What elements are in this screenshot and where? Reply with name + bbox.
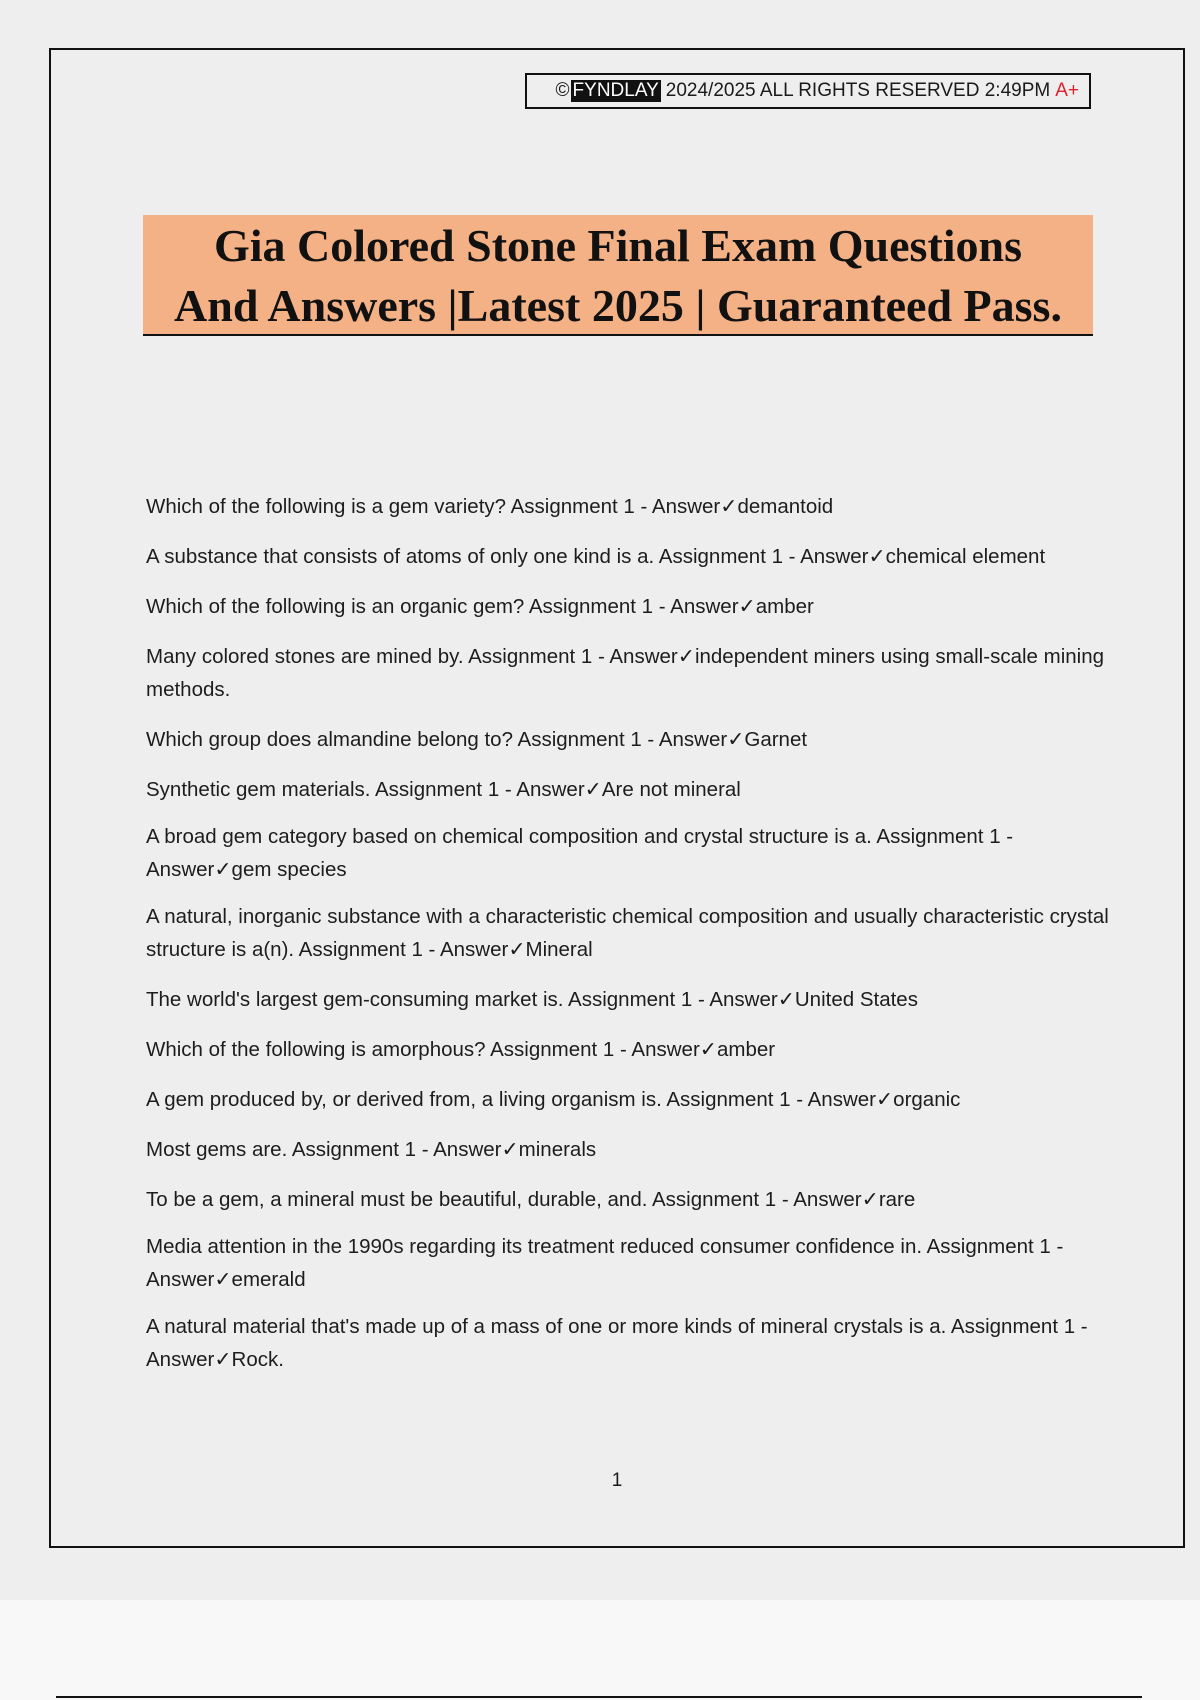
document-page [49,48,1185,1548]
question-item [146,1310,1136,1376]
rights-text: 2024/2025 ALL RIGHTS RESERVED 2:49PM [665,80,1051,101]
question-text: Many colored stones are mined by. Assignment 1 - Answer [146,645,678,668]
question-text: Synthetic gem materials. Assignment 1 - Answer [146,778,585,801]
check-icon: ✓ [720,495,738,518]
question-item [146,723,1136,756]
check-icon: ✓ [501,1138,519,1161]
question-text: A natural material that's made up of a mass of one or more kinds of mineral crystals is a. Assignment 1 - Answer [146,1315,1088,1371]
question-item [146,640,1136,706]
question-text: Which group does almandine belong to? Assignment 1 - Answer [146,728,728,751]
answer-text: Are not mineral [601,778,741,801]
answer-text: emerald [231,1268,306,1291]
question-text: Media attention in the 1990s regarding its treatment reduced consumer confidence in. Assignment 1 - Answer [146,1235,1064,1291]
title-line-1: Gia Colored Stone Final Exam Questions [213,220,1023,271]
question-item [146,820,1136,886]
title-line-2: And Answers |Latest 2025 | Guaranteed Pass. [174,280,1062,331]
answer-text: Rock. [231,1348,284,1371]
answer-text: United States [794,988,918,1011]
check-icon: ✓ [868,545,886,568]
brand-label: FYNDLAY [572,80,659,101]
question-item [146,590,1136,623]
answer-text: demantoid [737,495,834,518]
answer-text: gem species [231,858,347,881]
answer-text: independent miners using small-scale mining methods. [146,645,1105,701]
grade-label: A+ [1055,80,1079,101]
answer-text: rare [878,1188,916,1211]
check-icon: ✓ [214,858,232,881]
question-item [146,773,1136,806]
copyright-header [525,73,1091,109]
check-icon: ✓ [584,778,602,801]
question-text: The world's largest gem-consuming market is. Assignment 1 - Answer [146,988,778,1011]
check-icon: ✓ [699,1038,717,1061]
check-icon: ✓ [875,1088,894,1111]
question-text: Most gems are. Assignment 1 - Answer [146,1138,502,1161]
answer-text: amber [716,1038,776,1061]
answer-text: Garnet [744,728,808,751]
next-page-preview [0,1600,1200,1700]
question-item [146,1033,1136,1066]
question-item [146,1183,1136,1216]
question-list [146,490,1136,1393]
check-icon: ✓ [727,728,745,751]
question-text: A broad gem category based on chemical composition and crystal structure is a. Assignment 1 - Answer [146,825,1014,881]
check-icon: ✓ [777,988,795,1011]
next-page-rule [56,1696,1142,1698]
question-text: A natural, inorganic substance with a characteristic chemical composition and usually characteristic crystal structure is a(n). Assignment 1 - Answer [146,905,1109,961]
copyright-symbol: © [555,80,570,101]
question-text: To be a gem, a mineral must be beautiful, durable, and. Assignment 1 - Answer [146,1188,862,1211]
question-item [146,900,1136,966]
answer-text: minerals [518,1138,597,1161]
question-item [146,490,1136,523]
question-text: Which of the following is amorphous? Assignment 1 - Answer [146,1038,700,1061]
answer-text: chemical element [885,545,1046,568]
question-item [146,540,1136,573]
check-icon: ✓ [677,645,695,668]
answer-text: Mineral [525,938,593,961]
question-item [146,983,1136,1016]
question-item [146,1230,1136,1296]
check-icon: ✓ [508,938,526,961]
page-number: 1 [611,1470,623,1491]
check-icon: ✓ [738,595,756,618]
question-item [146,1083,1136,1116]
question-item [146,1133,1136,1166]
check-icon: ✓ [214,1268,232,1291]
question-text: A substance that consists of atoms of only one kind is a. Assignment 1 - Answer [146,545,869,568]
check-icon: ✓ [214,1348,232,1371]
answer-text: organic [893,1088,961,1111]
question-text: A gem produced by, or derived from, a living organism is. Assignment 1 - Answer [146,1088,876,1111]
question-text: Which of the following is an organic gem? Assignment 1 - Answer [146,595,739,618]
document-title [143,215,1093,336]
check-icon: ✓ [861,1188,879,1211]
answer-text: amber [755,595,814,618]
question-text: Which of the following is a gem variety? Assignment 1 - Answer [146,495,721,518]
